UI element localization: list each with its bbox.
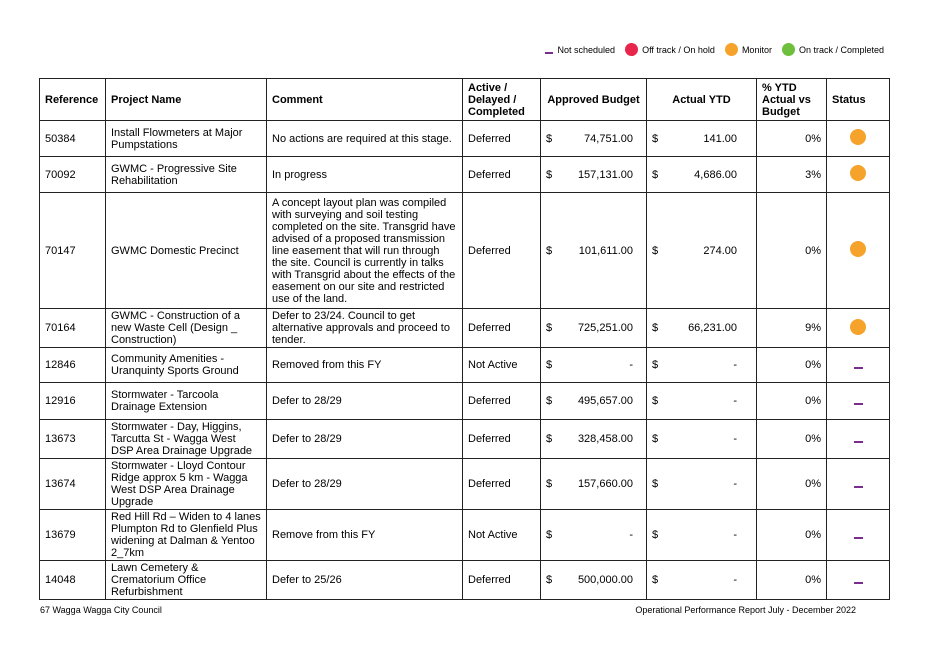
table-row: [40, 420, 890, 459]
cell-reference: 13673: [40, 420, 106, 459]
status-dot-icon: [850, 319, 866, 335]
cell-comment: Defer to 25/26: [267, 561, 463, 600]
actual-amount: -: [733, 359, 737, 371]
cell-active: Not Active: [463, 510, 541, 561]
actual-currency: $: [652, 322, 659, 334]
actual-currency: $: [652, 244, 659, 257]
budget-amount: 157,660.00: [577, 478, 633, 490]
table-row: [40, 193, 890, 309]
cell-reference: 50384: [40, 121, 106, 157]
cell-actual: [647, 510, 757, 561]
actual-amount: -: [733, 395, 737, 407]
header-project: Project Name: [106, 79, 267, 121]
table-row: [40, 510, 890, 561]
orange-dot-icon: [725, 43, 738, 56]
cell-budget: [541, 193, 647, 309]
budget-currency: $: [546, 244, 553, 257]
actual-amount: -: [733, 433, 737, 445]
cell-pct: 0%: [757, 420, 827, 459]
actual-amount: -: [733, 478, 737, 490]
cell-active: Deferred: [463, 157, 541, 193]
header-active: Active / Delayed / Completed: [463, 79, 541, 121]
cell-actual: [647, 121, 757, 157]
cell-project: Install Flowmeters at Major Pumpstations: [106, 121, 267, 157]
actual-currency: $: [652, 168, 659, 181]
actual-amount: 66,231.00: [688, 322, 737, 334]
table-row: [40, 309, 890, 348]
cell-reference: 13674: [40, 459, 106, 510]
cell-budget: [541, 121, 647, 157]
cell-status: [827, 157, 890, 193]
budget-currency: $: [546, 359, 553, 371]
not-scheduled-dash-icon: [854, 367, 863, 369]
actual-currency: $: [652, 359, 659, 371]
cell-active: Not Active: [463, 348, 541, 383]
header-status: Status: [827, 79, 890, 121]
cell-actual: [647, 193, 757, 309]
not-scheduled-dash-icon: [854, 537, 863, 539]
legend-item-monitor: [725, 43, 772, 56]
cell-comment: Defer to 23/24. Council to get alternative approvals and proceed to tender.: [267, 309, 463, 348]
budget-amount: 725,251.00: [577, 322, 633, 334]
actual-currency: $: [652, 433, 659, 445]
budget-currency: $: [546, 132, 553, 145]
budget-amount: 157,131.00: [577, 168, 633, 181]
cell-active: Deferred: [463, 121, 541, 157]
cell-budget: [541, 383, 647, 420]
cell-active: Deferred: [463, 309, 541, 348]
cell-comment: Remove from this FY: [267, 510, 463, 561]
budget-amount: 495,657.00: [577, 395, 633, 407]
actual-currency: $: [652, 395, 659, 407]
actual-currency: $: [652, 478, 659, 490]
projects-table: [39, 78, 890, 600]
cell-project: Red Hill Rd – Widen to 4 lanes Plumpton Rd to Glenfield Plus widening at Dalman & Yentoo 2_7km: [106, 510, 267, 561]
actual-currency: $: [652, 529, 659, 541]
status-legend: [535, 43, 884, 56]
cell-actual: [647, 420, 757, 459]
budget-amount: 101,611.00: [578, 244, 633, 257]
table-row: [40, 383, 890, 420]
actual-amount: -: [733, 574, 737, 586]
status-dot-icon: [850, 241, 866, 257]
cell-pct: 0%: [757, 510, 827, 561]
actual-amount: 4,686.00: [694, 168, 737, 181]
cell-project: Stormwater - Lloyd Contour Ridge approx 5 km - Wagga West DSP Area Drainage Upgrade: [106, 459, 267, 510]
footer-page-info: 67 Wagga Wagga City Council: [40, 605, 162, 615]
cell-actual: [647, 383, 757, 420]
cell-reference: 70092: [40, 157, 106, 193]
budget-amount: -: [629, 359, 633, 371]
red-dot-icon: [625, 43, 638, 56]
actual-amount: -: [733, 529, 737, 541]
cell-actual: [647, 157, 757, 193]
cell-pct: 3%: [757, 157, 827, 193]
legend-label: On track / Completed: [798, 44, 884, 55]
cell-status: [827, 383, 890, 420]
status-dot-icon: [850, 165, 866, 181]
cell-active: Deferred: [463, 420, 541, 459]
cell-reference: 70164: [40, 309, 106, 348]
cell-project: GWMC - Progressive Site Rehabilitation: [106, 157, 267, 193]
cell-budget: [541, 348, 647, 383]
budget-currency: $: [546, 433, 553, 445]
table-header-row: [40, 79, 890, 121]
cell-status: [827, 420, 890, 459]
legend-item-on-track: [782, 43, 884, 56]
cell-pct: 0%: [757, 193, 827, 309]
cell-budget: [541, 561, 647, 600]
cell-status: [827, 561, 890, 600]
status-dot-icon: [850, 129, 866, 145]
green-dot-icon: [782, 43, 795, 56]
table-row: [40, 348, 890, 383]
cell-pct: 0%: [757, 459, 827, 510]
legend-item-not-scheduled: [545, 45, 616, 55]
cell-pct: 0%: [757, 561, 827, 600]
budget-amount: 74,751.00: [584, 132, 633, 145]
cell-reference: 13679: [40, 510, 106, 561]
header-comment: Comment: [267, 79, 463, 121]
cell-actual: [647, 309, 757, 348]
budget-currency: $: [546, 478, 553, 490]
not-scheduled-dash-icon: [854, 441, 863, 443]
cell-project: Community Amenities - Uranquinty Sports Ground: [106, 348, 267, 383]
cell-comment: Defer to 28/29: [267, 459, 463, 510]
cell-comment: Removed from this FY: [267, 348, 463, 383]
cell-reference: 12846: [40, 348, 106, 383]
table-row: [40, 561, 890, 600]
cell-reference: 12916: [40, 383, 106, 420]
cell-budget: [541, 157, 647, 193]
cell-active: Deferred: [463, 193, 541, 309]
budget-currency: $: [546, 322, 553, 334]
footer-report-title: Operational Performance Report July - December 2022: [635, 605, 856, 615]
cell-actual: [647, 459, 757, 510]
budget-currency: $: [546, 529, 553, 541]
header-reference: Reference: [40, 79, 106, 121]
cell-project: GWMC Domestic Precinct: [106, 193, 267, 309]
cell-actual: [647, 561, 757, 600]
actual-currency: $: [652, 132, 659, 145]
legend-label: Monitor: [741, 44, 772, 55]
cell-pct: 9%: [757, 309, 827, 348]
actual-currency: $: [652, 574, 659, 586]
cell-comment: No actions are required at this stage.: [267, 121, 463, 157]
cell-status: [827, 309, 890, 348]
cell-project: GWMC - Construction of a new Waste Cell (Design _ Construction): [106, 309, 267, 348]
legend-label: Not scheduled: [557, 44, 616, 55]
cell-pct: 0%: [757, 383, 827, 420]
cell-status: [827, 459, 890, 510]
table-row: [40, 157, 890, 193]
cell-status: [827, 121, 890, 157]
cell-status: [827, 348, 890, 383]
cell-budget: [541, 510, 647, 561]
cell-pct: 0%: [757, 121, 827, 157]
budget-currency: $: [546, 574, 553, 586]
legend-item-off-track: [625, 43, 715, 56]
budget-amount: 500,000.00: [577, 574, 633, 586]
header-actual: Actual YTD: [647, 79, 757, 121]
cell-budget: [541, 420, 647, 459]
budget-amount: 328,458.00: [577, 433, 633, 445]
legend-label: Off track / On hold: [642, 44, 715, 55]
not-scheduled-dash-icon: [854, 582, 863, 584]
cell-project: Lawn Cemetery & Crematorium Office Refurbishment: [106, 561, 267, 600]
cell-active: Deferred: [463, 459, 541, 510]
not-scheduled-dash-icon: [854, 486, 863, 488]
cell-comment: Defer to 28/29: [267, 420, 463, 459]
cell-status: [827, 193, 890, 309]
cell-comment: In progress: [267, 157, 463, 193]
budget-currency: $: [546, 395, 553, 407]
cell-project: Stormwater - Tarcoola Drainage Extension: [106, 383, 267, 420]
cell-active: Deferred: [463, 561, 541, 600]
not-scheduled-dash-icon: [545, 52, 553, 54]
table-row: [40, 121, 890, 157]
cell-comment: A concept layout plan was compiled with surveying and soil testing completed on the site. Transgrid have advised of a proposed transmission line easement that will run through the site. Council is currently in talks with Transgrid about the effects of the easement on our site and restricted use of the land.: [267, 193, 463, 309]
cell-reference: 70147: [40, 193, 106, 309]
cell-actual: [647, 348, 757, 383]
budget-currency: $: [546, 168, 553, 181]
actual-amount: 274.00: [703, 244, 737, 257]
table-row: [40, 459, 890, 510]
cell-project: Stormwater - Day, Higgins, Tarcutta St - Wagga West DSP Area Drainage Upgrade: [106, 420, 267, 459]
not-scheduled-dash-icon: [854, 403, 863, 405]
cell-active: Deferred: [463, 383, 541, 420]
actual-amount: 141.00: [703, 132, 737, 145]
cell-reference: 14048: [40, 561, 106, 600]
cell-budget: [541, 309, 647, 348]
cell-pct: 0%: [757, 348, 827, 383]
header-pct: % YTD Actual vs Budget: [757, 79, 827, 121]
budget-amount: -: [629, 529, 633, 541]
cell-comment: Defer to 28/29: [267, 383, 463, 420]
cell-status: [827, 510, 890, 561]
cell-budget: [541, 459, 647, 510]
header-budget: Approved Budget: [541, 79, 647, 121]
